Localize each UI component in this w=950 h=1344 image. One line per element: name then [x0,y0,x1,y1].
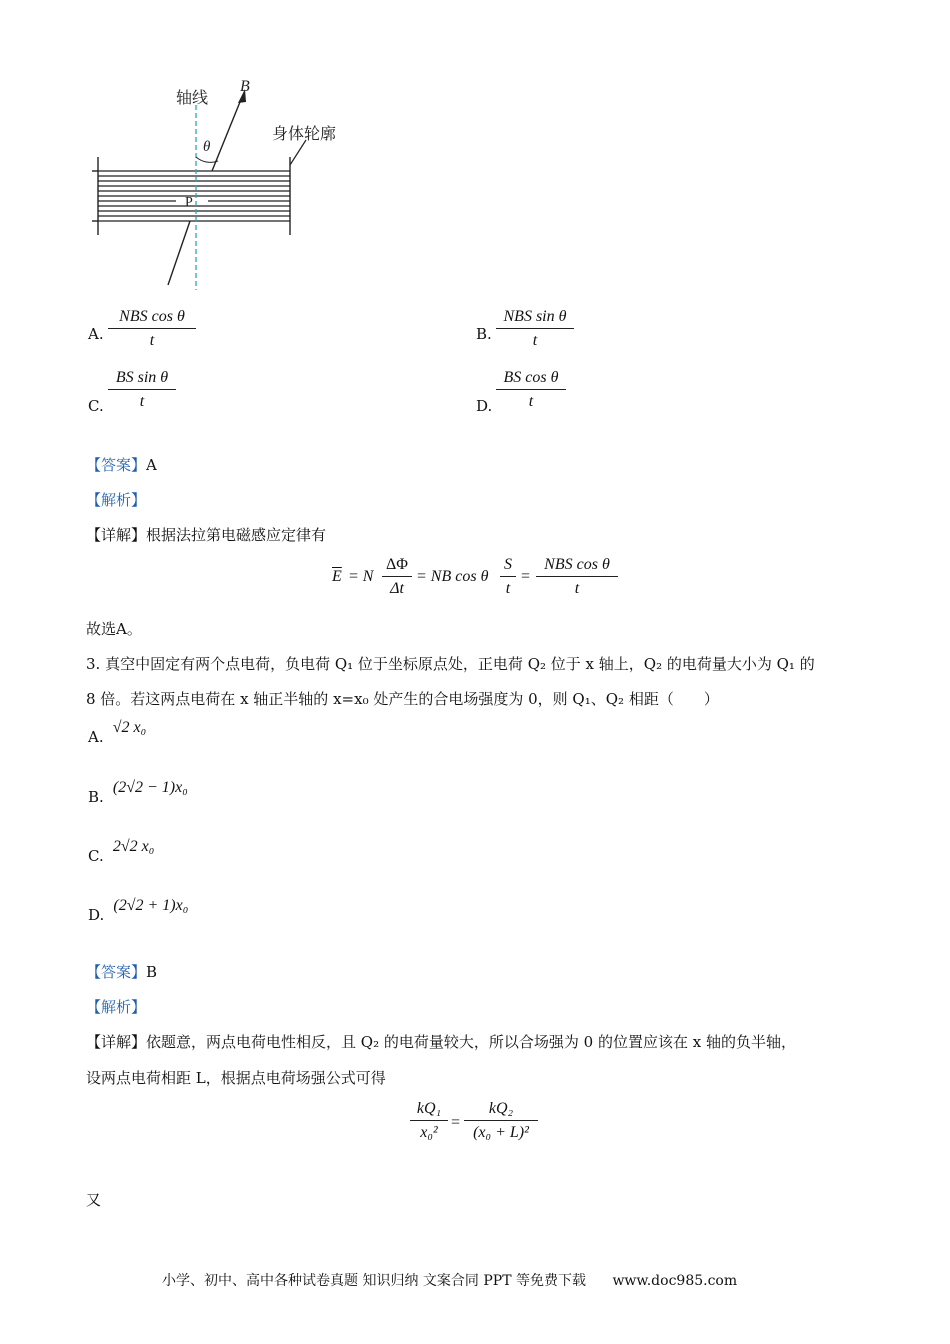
answer-value: B [146,963,158,981]
formula-eq: = [451,1114,461,1131]
emf-symbol: $\overline{E}$ [332,568,342,585]
q2-detail [86,525,326,545]
option-fraction: NBS sin θ t [496,308,574,350]
footer [162,1270,737,1290]
q3-stem-line1: 3. 真空中固定有两个点电荷，负电荷 Q₁ 位于坐标原点处，正电荷 Q₂ 位于 x 轴上，Q₂ 的电荷量大小为 Q₁ 的 [86,655,815,673]
option-value: (2√2 + 1)x₀ [113,897,189,914]
option-letter: D. [476,397,493,415]
formula-mid: = NB cos θ [416,568,489,585]
q3-option-a [88,719,147,747]
q3-stem-line2: 8 倍。若这两点电荷在 x 轴正半轴的 x=x₀ 处产生的合电场强度为 0，则 Q₁、Q₂ 相距（ ） [86,690,719,708]
footer-url[interactable]: www.doc985.com [612,1273,738,1289]
detail-text: 依题意，两点电荷电性相反，且 Q₂ 的电荷量较大，所以合场强为 0 的位置应该在 x 轴的负半轴， [146,1033,796,1051]
q3-answer [86,962,157,982]
option-letter: B. [88,788,104,806]
q3-tail: 又 [86,1191,102,1209]
q3-detail-line2: 设两点电荷相距 L，根据点电荷场强公式可得 [86,1069,386,1087]
option-letter: C. [88,397,104,415]
b-field-arrow [212,97,242,171]
option-fraction: $\frac{\text{BS cos θ}}{t}$ [496,369,566,411]
option-fraction: $\frac{\text{BS sin θ}}{t}$ [108,369,176,411]
option-value: √2 x₀ [112,719,147,736]
formula-frac2: $\frac{S}{t}$ [500,556,516,598]
detail-tag: 【详解】 [86,1033,147,1051]
p-label: P [185,195,193,210]
option-letter: B. [476,325,492,343]
coil-lines [98,171,290,221]
option-letter: D. [88,906,105,924]
q2-analysis-tag: 【解析】 [86,491,147,509]
q2-conclusion: 故选A。 [86,620,142,638]
formula-eq1: = N [348,568,374,585]
answer-value: A [146,456,157,474]
option-letter: A. [88,728,104,746]
formula-frac3: NBS cos θ t [536,556,618,598]
q3-option-c [88,838,155,866]
answer-tag: 【答案】 [86,456,147,474]
axis-label: 轴线 [176,88,209,107]
q3-analysis-tag: 【解析】 [86,998,147,1016]
b-label: B [240,78,250,95]
formula-frac1: $\frac{\Delta\Phi}{\Delta t}$ [382,556,412,598]
option-fraction: NBS cos θ t [108,308,196,350]
theta-arc [196,157,218,162]
footer-text: 小学、初中、高中各种试卷真题 知识归纳 文案合同 PPT 等免费下载 [162,1273,586,1289]
b-field-line-lower [168,221,190,285]
formula-eq3: = [521,568,531,585]
option-value: 2√2 x₀ [112,838,155,855]
q3-detail-line1 [86,1032,796,1052]
option-value: (2√2 − 1)x₀ [112,779,188,796]
formula-frac1: $\frac{\text{kQ₁}}{\text{x₀²}}$ [410,1100,448,1142]
detail-text: 根据法拉第电磁感应定律有 [146,526,327,544]
answer-tag: 【答案】 [86,963,147,981]
q2-answer [86,455,157,475]
option-letter: A. [88,325,104,343]
body-label: 身体轮廓 [272,124,337,143]
option-letter: C. [88,847,104,865]
detail-tag: 【详解】 [86,526,147,544]
theta-label: θ [203,139,211,155]
body-pointer [290,140,306,165]
coil-figure [80,75,380,295]
q3-option-d [88,897,189,925]
q3-option-b [88,779,188,807]
formula-frac2: $\frac{\text{kQ₂}}{\text{(x₀ + L)²}}$ [464,1100,538,1142]
